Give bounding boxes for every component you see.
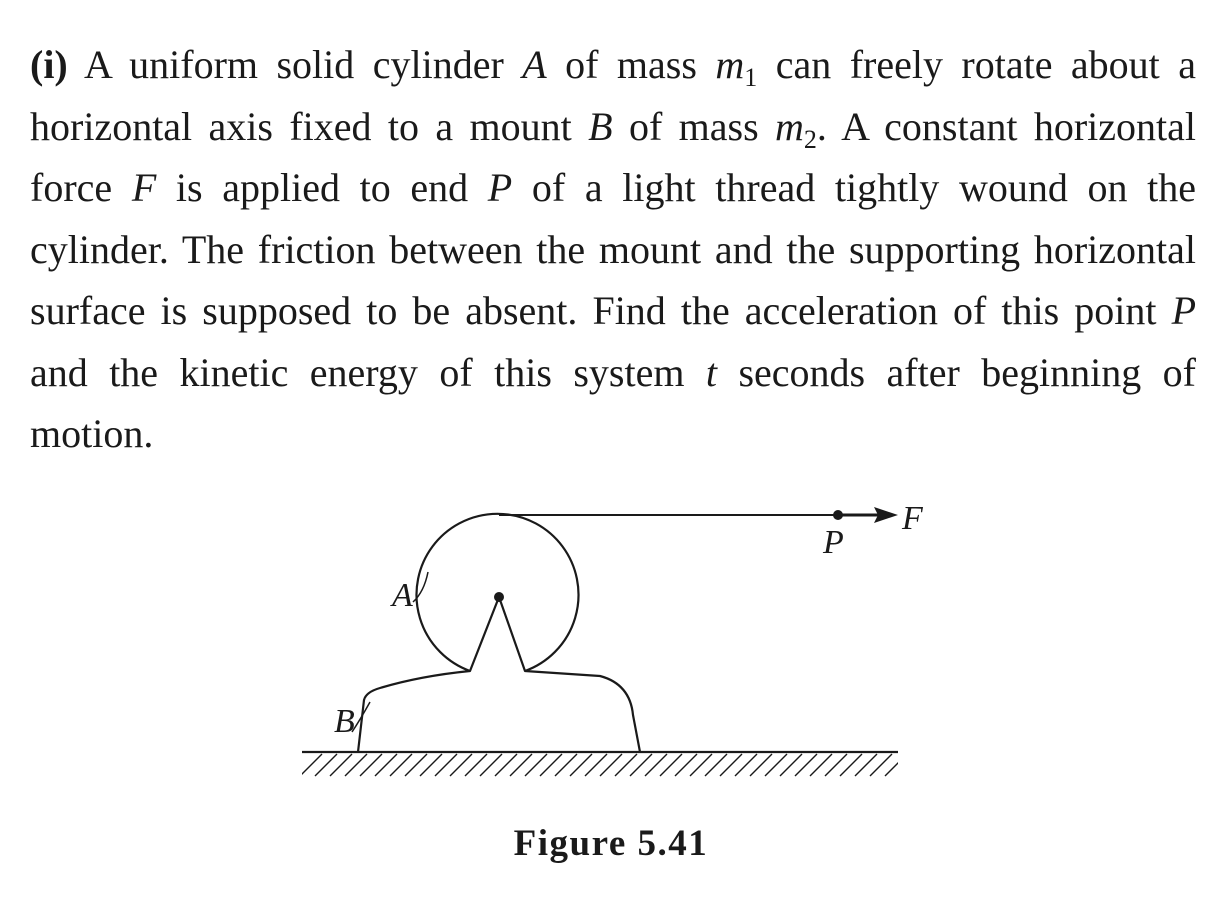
axis-point <box>494 592 504 602</box>
label-B: B <box>334 703 355 740</box>
label-A: A <box>392 577 413 614</box>
hatch-mark <box>900 754 922 776</box>
problem-text: and the kinetic energy of this system <box>30 349 706 395</box>
problem-text: is applied to end <box>156 165 488 210</box>
symbol-t: t <box>705 349 718 395</box>
subscript-2: 2 <box>803 124 817 154</box>
subscript-1: 1 <box>744 63 758 92</box>
problem-text: A uniform solid cylinder <box>67 42 523 87</box>
symbol-F: F <box>131 165 157 210</box>
ground-hatching <box>300 754 937 776</box>
problem-text: of a light thread tightly wound on the cylinder. The friction between the mount and the supporting horizontal surface is supposed to be absent. Find the acceleration of this point <box>30 165 1197 333</box>
problem-label: (i) <box>30 42 68 87</box>
symbol-B: B <box>588 103 613 149</box>
label-F: F <box>902 500 923 537</box>
problem-text: of mass <box>546 42 716 87</box>
symbol-A: A <box>522 42 547 87</box>
problem-text: of mass <box>612 103 776 149</box>
symbol-m1: m <box>715 42 745 87</box>
problem-text: can freely rotate about a horizontal axis fixed to a mount <box>30 42 1197 149</box>
symbol-P: P <box>487 165 513 210</box>
hatch-mark <box>915 754 937 776</box>
problem-text: . A constant horizontal force <box>30 103 1196 210</box>
leader-A <box>413 572 428 602</box>
figure-caption: Figure 5.41 <box>513 823 709 864</box>
label-P: P <box>823 524 844 561</box>
problem-text: seconds after beginning of motion. <box>30 349 1197 456</box>
symbol-P: P <box>1171 288 1196 333</box>
mount-B <box>358 597 640 752</box>
symbol-m2: m <box>775 103 804 149</box>
